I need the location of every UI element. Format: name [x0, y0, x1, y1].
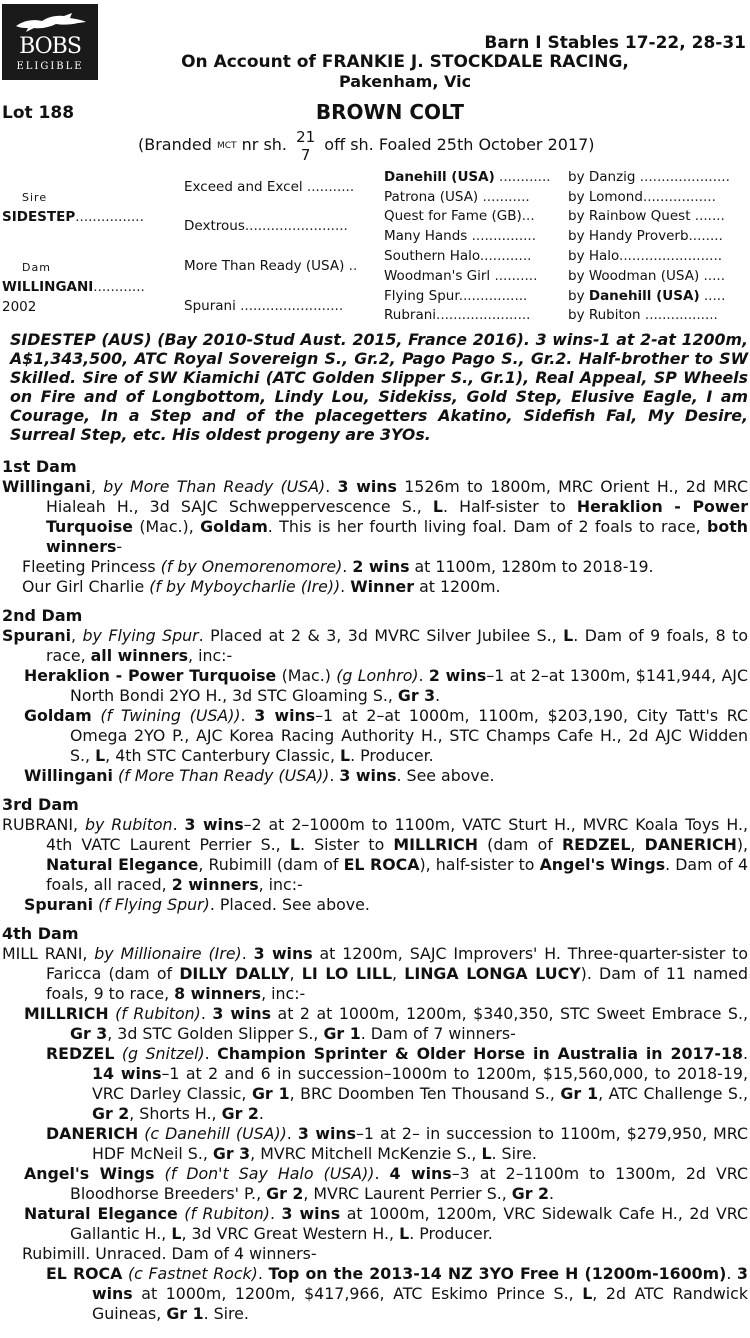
- logo-subtext: ELIGIBLE: [16, 61, 84, 72]
- progeny-entry: Angel's Wings (f Don't Say Halo (USA)). 4 wins–3 at 2–1100m to 1300m, 2d VRC Bloodhorse Breeders' P., Gr 2, MVRC Laurent Perrier S., Gr 2.: [24, 1164, 748, 1203]
- progeny-entry: Goldam (f Twining (USA)). 3 wins–1 at 2–at 1000m, 1100m, $203,190, City Tatt's RC Omega 2YO P., AJC Korea Racing Authority H., STC Champs Cafe H., 2d AJC Widden S., L, 4th STC Canterbury Classic, L. Producer.: [24, 706, 748, 765]
- progeny-entry: Rubimill. Unraced. Dam of 4 winners-: [22, 1244, 317, 1263]
- first-dam-section: [2, 456, 748, 597]
- brand-fraction: 21 7: [296, 127, 316, 164]
- dam-name: WILLINGANI............: [2, 279, 145, 295]
- pedigree-g2-5: Southern Halo............: [384, 248, 532, 264]
- pedigree-g3-2: by Lomond.................: [568, 189, 716, 205]
- pedigree-g3-7: by Danehill (USA) .....: [568, 288, 726, 304]
- lot-title: BROWN COLT: [315, 100, 465, 124]
- fourth-dam-record: MILL RANI, by Millionaire (Ire). 3 wins at 1200m, SAJC Improvers' H. Three-quarter-sister to Faricca (dam of DILLY DALLY, LI LO LILL, LINGA LONGA LUCY). Dam of 11 named foals, 9 to race, 8 winners, inc:-: [2, 944, 749, 1003]
- pedigree-g3-3: by Rainbow Quest .......: [568, 208, 725, 224]
- pedigree-g3-4: by Handy Proverb........: [568, 228, 723, 244]
- pedigree-g2-8: Rubrani......................: [384, 307, 531, 323]
- sire-name: SIDESTEP................: [2, 209, 144, 225]
- dam-dam: Spurani ........................: [184, 298, 344, 314]
- sire-sire: Exceed and Excel ...........: [184, 179, 355, 195]
- grand-progeny-entry: EL ROCA (c Fastnet Rock). Top on the 2013-14 NZ 3YO Free H (1200m-1600m). 3 wins at 1000m, 1200m, $417,966, ATC Eskimo Prince S., L, 2d ATC Randwick Guineas, Gr 1. Sire.: [46, 1264, 748, 1323]
- sire-dam: Dextrous........................: [184, 218, 348, 234]
- third-dam-record: RUBRANI, by Rubiton. 3 wins–2 at 2–1000m to 1100m, VATC Sturt H., MVRC Koala Toys H., 4th VATC Laurent Perrier S., L. Sister to MILLRICH (dam of REDZEL, DANERICH), Natural Elegance, Rubimill (dam of EL ROCA), half-sister to Angel's Wings. Dam of 4 foals, all raced, 2 winners, inc:-: [2, 815, 748, 894]
- catalogue-text: [2, 330, 748, 1332]
- pedigree-g2-2: Patrona (USA) ...........: [384, 189, 530, 205]
- pedigree-g3-8: by Rubiton .................: [568, 307, 718, 323]
- section-title: 1st Dam: [2, 457, 77, 476]
- pedigree-g2-6: Woodman's Girl ..........: [384, 268, 538, 284]
- vendor-account: On Account of FRANKIE J. STOCKDALE RACING,: [181, 52, 629, 72]
- vendor-location: Pakenham, Vic: [338, 72, 472, 91]
- brand-line: (Branded MCT nr sh. 21 7 off sh. Foaled 25th October 2017): [138, 127, 595, 164]
- racehorse-icon: [12, 10, 88, 34]
- section-title: 2nd Dam: [2, 606, 83, 625]
- fourth-dam-section: [2, 923, 748, 1324]
- grand-progeny-entry: REDZEL (g Snitzel). Champion Sprinter & Older Horse in Australia in 2017-18. 14 wins–1 at 2 and 6 in succession–1000m to 1200m, $15,560,000, to 2018-19, VRC Darley Classic, Gr 1, BRC Doomben Ten Thousand S., Gr 1, ATC Challenge S., Gr 2, Shorts H., Gr 2.: [46, 1044, 749, 1123]
- brand-mark: MCT: [217, 141, 237, 151]
- pedigree-g3-6: by Woodman (USA) .....: [568, 268, 725, 284]
- second-dam-record: Spurani, by Flying Spur. Placed at 2 & 3, 3d MVRC Silver Jubilee S., L. Dam of 9 foals, 8 to race, all winners, inc:-: [2, 626, 748, 665]
- barn-location: Barn I Stables 17-22, 28-31: [484, 33, 746, 53]
- second-dam-section: [2, 605, 748, 786]
- section-title: 3rd Dam: [2, 795, 79, 814]
- pedigree-g2-3: Quest for Fame (GB)...: [384, 208, 535, 224]
- section-title: 4th Dam: [2, 924, 79, 943]
- pedigree-g2-7: Flying Spur................: [384, 288, 528, 304]
- pedigree-g2-4: Many Hands ...............: [384, 228, 537, 244]
- foal-entry: Our Girl Charlie (f by Myboycharlie (Ire)). Winner at 1200m.: [22, 577, 501, 596]
- dam-sire: More Than Ready (USA) ..: [184, 258, 358, 274]
- grand-progeny-entry: DANERICH (c Danehill (USA)). 3 wins–1 at 2– in succession to 1100m, $279,950, MRC HDF McNeil S., Gr 3, MVRC Mitchell McKenzie S., L. Sire.: [46, 1124, 748, 1163]
- lot-number: Lot 188: [2, 103, 75, 123]
- third-dam-section: [2, 794, 748, 915]
- progeny-entry: Natural Elegance (f Rubiton). 3 wins at 1000m, 1200m, VRC Sidewalk Cafe H., 2d VRC Gallantic H., L, 3d VRC Great Western H., L. Producer.: [24, 1204, 748, 1243]
- dam-foaled-year: 2002: [2, 299, 37, 315]
- foal-entry: Fleeting Princess (f by Onemorenomore). 2 wins at 1100m, 1280m to 2018-19.: [22, 557, 654, 576]
- pedigree-g2-1: Danehill (USA) ............: [384, 169, 551, 185]
- first-dam-record: Willingani, by More Than Ready (USA). 3 wins 1526m to 1800m, MRC Orient H., 2d MRC Hialeah H., 3d SAJC Schweppervescence S., L. Half-sister to Heraklion - Power Turquoise (Mac.), Goldam. This is her fourth living foal. Dam of 2 foals to race, both winners-: [2, 477, 749, 556]
- sire-summary: SIDESTEP (AUS) (Bay 2010-Stud Aust. 2015, France 2016). 3 wins-1 at 2-at 1200m, A$1,343,500, ATC Royal Sovereign S., Gr.2, Pago Pago S., Gr.2. Half-brother to SW Skilled. Sire of SW Kiamichi (ATC Golden Slipper S., Gr.1), Real Appeal, SP Wheels on Fire and of Longbottom, Lindy Lou, Sidekiss, Gold Step, Elusive Eagle, I am Courage, In a Step and of the placegetters Akatino, Sidefish Fal, My Desire, Surreal Step, etc. His oldest progeny are 3YOs.: [10, 330, 748, 444]
- progeny-entry: Willingani (f More Than Ready (USA)). 3 wins. See above.: [24, 766, 495, 785]
- progeny-entry: MILLRICH (f Rubiton). 3 wins at 2 at 1000m, 1200m, $340,350, STC Sweet Embrace S., Gr 3, 3d STC Golden Slipper S., Gr 1. Dam of 7 winners-: [24, 1004, 749, 1043]
- dam-label: Dam: [22, 261, 51, 274]
- pedigree-g3-1: by Danzig .....................: [568, 169, 730, 185]
- logo-text: BOBS: [19, 34, 81, 59]
- pedigree-g3-5: by Halo........................: [568, 248, 723, 264]
- progeny-entry: Spurani (f Flying Spur). Placed. See above.: [24, 895, 370, 914]
- progeny-entry: Heraklion - Power Turquoise (Mac.) (g Lonhro). 2 wins–1 at 2–at 1300m, $141,944, AJC North Bondi 2YO H., 3d STC Gloaming S., Gr 3.: [24, 666, 748, 705]
- sire-label: Sire: [22, 191, 48, 204]
